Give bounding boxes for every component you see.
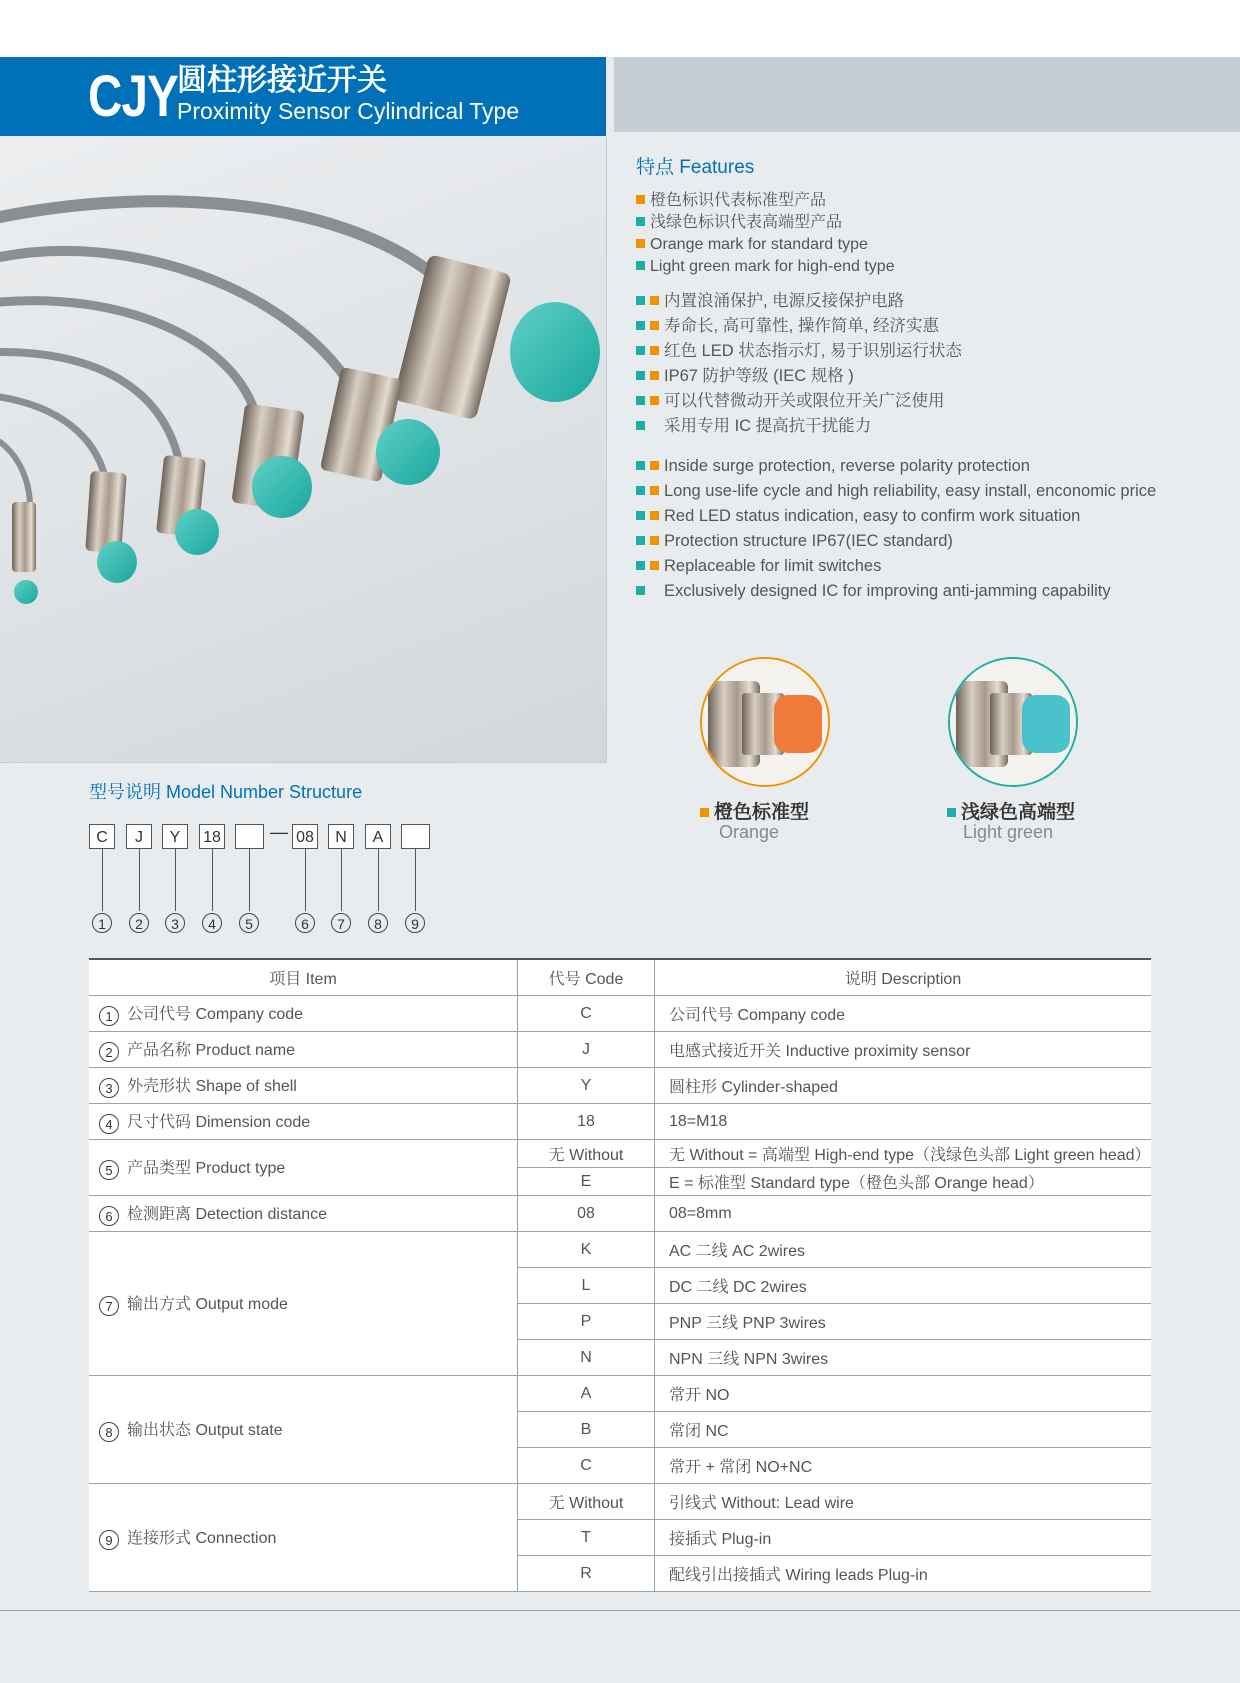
list-item: Orange mark for standard type (636, 234, 895, 256)
circled-number-3: 3 (165, 913, 185, 933)
green-square-icon (636, 561, 645, 570)
model-box-9 (401, 824, 430, 849)
green-type-label: 浅绿色高端型 (947, 797, 1075, 824)
header-underline (0, 132, 606, 136)
model-box-7: N (328, 824, 354, 849)
list-item: 内置浪涌保护, 电源反接保护电路 (636, 289, 962, 314)
list-item: 采用专用 IC 提高抗干扰能力 (636, 414, 962, 439)
circled-number: 9 (99, 1530, 119, 1550)
orange-square-icon (650, 461, 659, 470)
footer-rule (0, 1610, 1240, 1611)
leader-line (305, 849, 306, 911)
table-row: 4 尺寸代码 Dimension code 18 18=M18 (89, 1104, 1151, 1140)
model-box-5 (235, 824, 264, 849)
model-box-1: C (89, 824, 115, 849)
model-box-2: J (126, 824, 152, 849)
orange-square-icon (636, 239, 645, 248)
orange-square-icon (650, 536, 659, 545)
model-box-8: A (365, 824, 391, 849)
circled-number-7: 7 (331, 913, 351, 933)
column-header: 项目 Item (89, 960, 518, 996)
leader-line (249, 849, 250, 911)
features-cn-list (636, 289, 962, 439)
circled-number: 1 (99, 1006, 119, 1026)
orange-type-label: 橙色标准型 (700, 797, 809, 824)
green-square-icon (636, 296, 645, 305)
table-row: 5 产品类型 Product type 无 Without 无 Without = 高端型 High-end type（浅绿色头部 Light green head） (89, 1140, 1151, 1168)
green-square-icon (636, 461, 645, 470)
sensor-m5 (12, 502, 38, 604)
orange-square-icon (700, 808, 709, 817)
leader-line (341, 849, 342, 911)
header-banner (0, 57, 606, 132)
features-marks-list (636, 190, 895, 278)
page-title-cn: 圆柱形接近开关 (177, 64, 387, 97)
list-item: Protection structure IP67(IEC standard) (636, 529, 1156, 554)
orange-square-icon (650, 371, 659, 380)
green-type-label-en: Light green (963, 822, 1054, 842)
list-item: Exclusively designed IC for improving anti-jamming capability (636, 579, 1156, 604)
orange-square-icon (650, 561, 659, 570)
table-row: 2 产品名称 Product name J 电感式接近开关 Inductive proximity sensor (89, 1032, 1151, 1068)
list-item: Long use-life cycle and high reliability, easy install, enconomic price (636, 479, 1156, 504)
sensor-m18 (231, 403, 312, 518)
column-header: 代号 Code (518, 960, 655, 996)
table-row: 3 外壳形状 Shape of shell Y 圆柱形 Cylinder-shaped (89, 1068, 1151, 1104)
list-item: Light green mark for high-end type (636, 256, 895, 278)
orange-square-icon (650, 486, 659, 495)
table-row: E E = 标准型 Standard type（橙色头部 Orange head） (89, 1168, 1151, 1196)
top-margin (0, 0, 1240, 57)
green-type-photo (948, 657, 1078, 787)
sensor-m12 (156, 455, 219, 555)
model-box-3: Y (162, 824, 188, 849)
orange-square-icon (650, 321, 659, 330)
model-structure-title: 型号说明 Model Number Structure (89, 782, 363, 802)
circled-number: 4 (99, 1114, 119, 1134)
list-item: 寿命长, 高可靠性, 操作简单, 经济实惠 (636, 314, 962, 339)
features-title: 特点 Features (636, 157, 755, 178)
table-row: 8 输出状态 Output state A 常开 NO (89, 1376, 1151, 1412)
table-row: N NPN 三线 NPN 3wires (89, 1340, 1151, 1376)
circled-number: 7 (99, 1296, 119, 1316)
table-row: 6 检测距离 Detection distance 08 08=8mm (89, 1196, 1151, 1232)
green-square-icon (636, 486, 645, 495)
sensor-m30 (393, 254, 600, 420)
list-item: Replaceable for limit switches (636, 554, 1156, 579)
orange-square-icon (650, 511, 659, 520)
green-square-icon (636, 217, 645, 226)
features-en-list (636, 454, 1156, 604)
list-item: 橙色标识代表标准型产品 (636, 190, 895, 212)
circled-number-9: 9 (405, 913, 425, 933)
sensor-m8 (85, 471, 137, 583)
table-row: P PNP 三线 PNP 3wires (89, 1304, 1151, 1340)
orange-square-icon (650, 296, 659, 305)
circled-number: 8 (99, 1422, 119, 1442)
leader-line (212, 849, 213, 911)
leader-line (378, 849, 379, 911)
list-item: IP67 防护等级 (IEC 规格 ) (636, 364, 962, 389)
green-square-icon (636, 321, 645, 330)
orange-square-icon (636, 195, 645, 204)
circled-number-6: 6 (295, 913, 315, 933)
model-box-6: 08 (292, 824, 318, 849)
green-square-icon (636, 346, 645, 355)
list-item: 红色 LED 状态指示灯, 易于识别运行状态 (636, 339, 962, 364)
orange-square-icon (650, 396, 659, 405)
leader-line (415, 849, 416, 911)
circled-number: 2 (99, 1042, 119, 1062)
green-square-icon (636, 421, 645, 430)
list-item: 浅绿色标识代表高端型产品 (636, 212, 895, 234)
leader-line (139, 849, 140, 911)
list-item: 可以代替微动开关或限位开关广泛使用 (636, 389, 962, 414)
model-box-4: 18 (199, 824, 225, 849)
model-spec-table (89, 960, 1151, 1592)
green-square-icon (636, 586, 645, 595)
circled-number-4: 4 (202, 913, 222, 933)
green-square-icon (636, 371, 645, 380)
table-row: T 接插式 Plug-in (89, 1520, 1151, 1556)
table-row: 9 连接形式 Connection 无 Without 引线式 Without: Lead wire (89, 1484, 1151, 1520)
header-grey-band (614, 57, 1240, 132)
leader-line (175, 849, 176, 911)
orange-type-photo (700, 657, 830, 787)
orange-square-icon (650, 346, 659, 355)
table-row: 1 公司代号 Company code C 公司代号 Company code (89, 996, 1151, 1032)
green-square-icon (947, 808, 956, 817)
table-row: R 配线引出接插式 Wiring leads Plug-in (89, 1556, 1151, 1592)
green-square-icon (636, 536, 645, 545)
table-row: 7 输出方式 Output mode K AC 二线 AC 2wires (89, 1232, 1151, 1268)
model-dash: — (270, 822, 288, 842)
table-row: B 常闭 NC (89, 1412, 1151, 1448)
circled-number: 5 (99, 1160, 119, 1180)
green-square-icon (636, 396, 645, 405)
table-row: L DC 二线 DC 2wires (89, 1268, 1151, 1304)
page-title-en: Proximity Sensor Cylindrical Type (177, 98, 520, 124)
green-square-icon (636, 511, 645, 520)
circled-number-1: 1 (92, 913, 112, 933)
table-row: C 常开 + 常闭 NO+NC (89, 1448, 1151, 1484)
circled-number-5: 5 (239, 913, 259, 933)
product-photo (0, 137, 607, 763)
green-square-icon (636, 261, 645, 270)
table-header-row (89, 960, 1151, 996)
column-header: 说明 Description (655, 960, 1152, 996)
sensors-illustration (0, 137, 606, 762)
list-item: Red LED status indication, easy to confirm work situation (636, 504, 1156, 529)
brand-logo: CJY (88, 64, 179, 129)
circled-number-2: 2 (129, 913, 149, 933)
list-item: Inside surge protection, reverse polarity protection (636, 454, 1156, 479)
leader-line (102, 849, 103, 911)
circled-number: 3 (99, 1078, 119, 1098)
circled-number: 6 (99, 1206, 119, 1226)
circled-number-8: 8 (368, 913, 388, 933)
orange-type-label-en: Orange (719, 822, 780, 842)
